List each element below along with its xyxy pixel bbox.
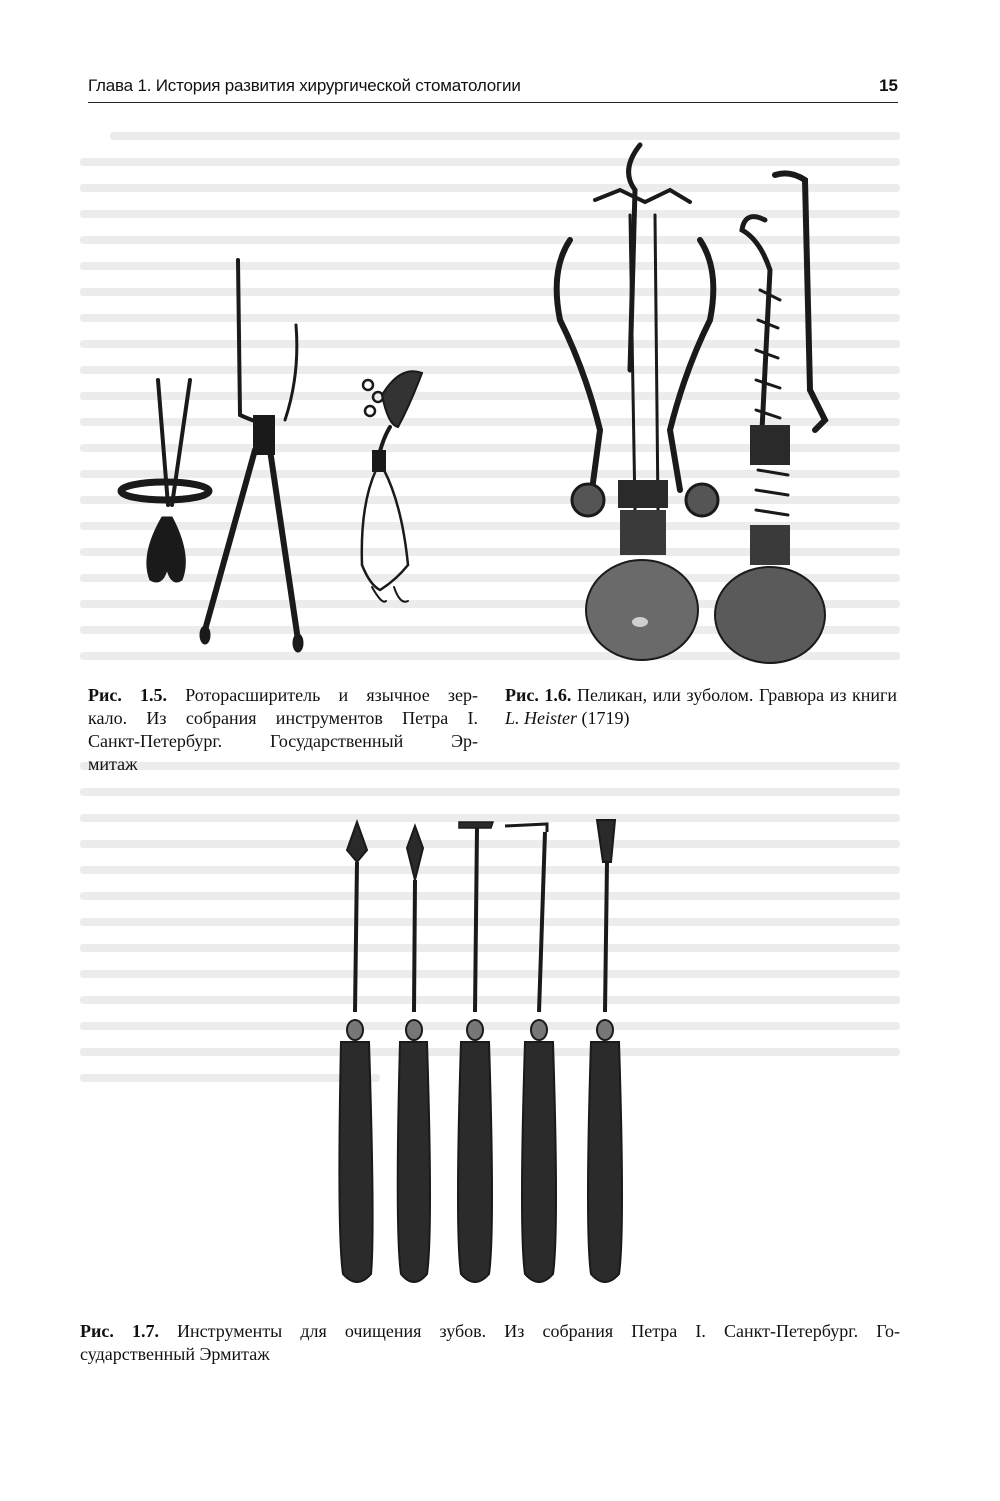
caption-figure-1-5 xyxy=(88,684,478,776)
caption-figure-1-7 xyxy=(80,1320,900,1366)
caption-figure-1-6 xyxy=(505,684,897,730)
caption-line: Санкт-Петербург. Государственный Эр- xyxy=(88,731,478,751)
figure-1-7-illustration xyxy=(325,812,635,1292)
mouth-opener xyxy=(121,380,209,582)
tongue-mirror-forceps xyxy=(200,260,303,652)
tongue-depressor xyxy=(362,371,422,601)
cleaning-instrument-1 xyxy=(339,822,372,1282)
caption-label: Рис. 1.5. xyxy=(88,685,168,705)
pelican-tool-right xyxy=(715,173,825,663)
cleaning-instrument-2 xyxy=(398,826,430,1282)
caption-line: митаж xyxy=(88,754,138,774)
caption-label: Рис. 1.6. xyxy=(505,685,572,705)
caption-year: (1719) xyxy=(581,708,630,728)
page-number: 15 xyxy=(879,76,898,95)
caption-line: Инструменты для очищения зубов. Из собрания Петра I. Санкт-Петербург. Го- xyxy=(177,1321,901,1341)
chapter-title: Глава 1. История развития хирургической стоматологии xyxy=(88,76,521,95)
running-header xyxy=(88,74,898,103)
caption-line: сударственный Эрмитаж xyxy=(80,1344,270,1364)
figure-1-6-illustration xyxy=(530,130,840,665)
pelican-tool-left xyxy=(557,145,718,660)
figure-1-5-illustration xyxy=(110,255,440,660)
cleaning-instrument-5 xyxy=(588,820,622,1282)
caption-label: Рис. 1.7. xyxy=(80,1321,159,1341)
caption-text: Пеликан, или зуболом. Гравюра из книги xyxy=(576,685,898,705)
cleaning-instrument-3 xyxy=(458,822,493,1282)
caption-line: Роторасширитель и язычное зер- xyxy=(185,685,478,705)
caption-line: кало. Из собрания инструментов Петра I. xyxy=(88,708,478,728)
cleaning-instrument-4 xyxy=(505,824,556,1282)
caption-author: L. Heister xyxy=(505,708,577,728)
